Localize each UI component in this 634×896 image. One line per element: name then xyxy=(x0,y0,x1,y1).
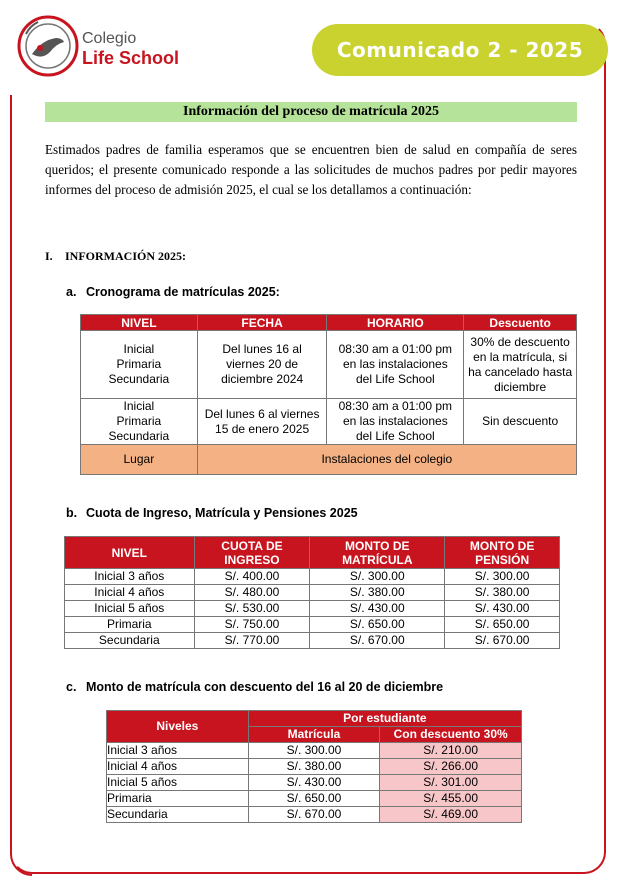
section-heading xyxy=(45,249,186,264)
column-group-header: Por estudiante xyxy=(248,711,521,727)
subsection-c-heading: c. Monto de matrícula con descuento del 16 al 20 de diciembre xyxy=(66,680,444,694)
table-row: Inicial 4 años S/. 480.00 S/. 380.00 S/. 380.00 xyxy=(65,585,560,601)
logo-line1: Colegio xyxy=(82,30,137,47)
column-header: Descuento xyxy=(464,315,577,331)
schedule-table xyxy=(80,314,577,475)
column-header: NIVEL xyxy=(65,537,195,569)
table-header-row xyxy=(65,537,560,569)
subsection-a-heading: a. Cronograma de matrículas 2025: xyxy=(66,285,280,299)
cell-fecha: Del lunes 6 al viernes 15 de enero 2025 xyxy=(197,399,327,445)
page-title: Información del proceso de matrícula 2025 xyxy=(45,102,577,122)
table-row: Primaria S/. 750.00 S/. 650.00 S/. 650.00 xyxy=(65,617,560,633)
column-header: Con descuento 30% xyxy=(380,727,522,743)
section-number: I. xyxy=(45,249,53,263)
logo-emblem-icon xyxy=(16,14,80,78)
place-row xyxy=(81,445,577,475)
table-row: Inicial 3 años S/. 400.00 S/. 300.00 S/. 300.00 xyxy=(65,569,560,585)
column-header: HORARIO xyxy=(327,315,464,331)
column-header: MONTO DE PENSIÓN xyxy=(445,537,560,569)
subsection-b-heading: b. Cuota de Ingreso, Matrícula y Pensiones 2025 xyxy=(66,506,358,520)
table-row: Secundaria S/. 770.00 S/. 670.00 S/. 670.00 xyxy=(65,633,560,649)
intro-paragraph: Estimados padres de familia esperamos que se encuentren bien de salud en compañía de seres queridos; el presente comunicado responde a las solicitudes de muchos padres por pedir mayores informes del proceso de admisión 2025, el cual se los detallamos a continuación: xyxy=(45,142,577,197)
table-header-row xyxy=(107,711,522,727)
table-row: Inicial 5 años S/. 430.00 S/. 301.00 xyxy=(107,775,522,791)
column-header: MONTO DE MATRÍCULA xyxy=(310,537,445,569)
column-header: Niveles xyxy=(107,711,249,743)
cell-descuento: 30% de descuento en la matrícula, si ha cancelado hasta diciembre xyxy=(464,331,577,399)
column-header: NIVEL xyxy=(81,315,198,331)
cell-descuento: Sin descuento xyxy=(464,399,577,445)
cell-nivel: Inicial Primaria Secundaria xyxy=(81,331,198,399)
section-title: INFORMACIÓN 2025: xyxy=(65,249,186,263)
place-value: Instalaciones del colegio xyxy=(197,445,576,475)
table-header-row xyxy=(81,315,577,331)
table-row: Inicial 4 años S/. 380.00 S/. 266.00 xyxy=(107,759,522,775)
table-row: Inicial 3 años S/. 300.00 S/. 210.00 xyxy=(107,743,522,759)
fees-table xyxy=(64,536,560,649)
column-header: Matrícula xyxy=(248,727,380,743)
banner-title: Comunicado 2 - 2025 xyxy=(318,28,602,72)
table-row: Primaria S/. 650.00 S/. 455.00 xyxy=(107,791,522,807)
column-header: CUOTA DE INGRESO xyxy=(194,537,310,569)
table-row: Secundaria S/. 670.00 S/. 469.00 xyxy=(107,807,522,823)
page-frame-left xyxy=(10,95,32,876)
cell-nivel: Inicial Primaria Secundaria xyxy=(81,399,198,445)
table-row xyxy=(81,331,577,399)
place-label: Lugar xyxy=(81,445,198,475)
column-header: FECHA xyxy=(197,315,327,331)
cell-fecha: Del lunes 16 al viernes 20 de diciembre 2024 xyxy=(197,331,327,399)
cell-horario: 08:30 am a 01:00 pm en las instalaciones del Life School xyxy=(327,399,464,445)
discount-table xyxy=(106,710,522,823)
logo-line2: Life School xyxy=(82,48,180,68)
table-row: Inicial 5 años S/. 530.00 S/. 430.00 S/. 430.00 xyxy=(65,601,560,617)
school-logo xyxy=(16,14,186,80)
cell-horario: 08:30 am a 01:00 pm en las instalaciones del Life School xyxy=(327,331,464,399)
table-row xyxy=(81,399,577,445)
